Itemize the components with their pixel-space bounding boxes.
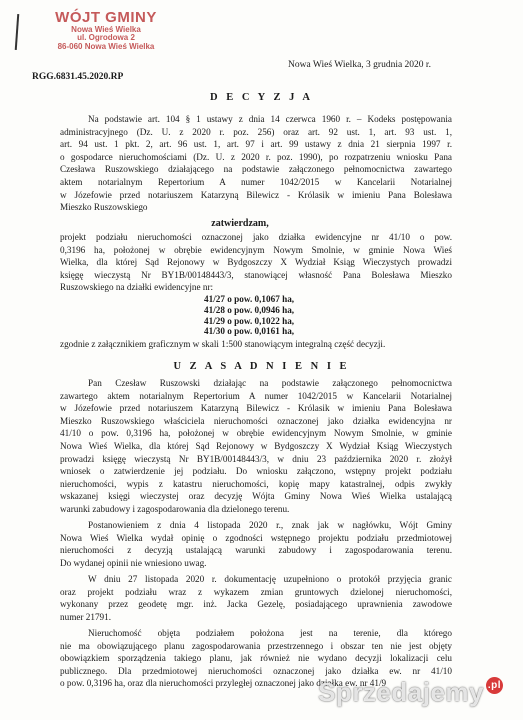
decision-body <box>60 231 452 294</box>
body-line: Wielka, dla której Sąd Rejonowy w Bydgoszczy X Wydział Ksiąg Wieczystych prowadzi <box>60 257 452 268</box>
para-line: o pow. 0,3196 ha, oraz dla nieruchomości przyległej oznaczonej jako działka ew. nr 41/9 <box>60 678 387 689</box>
stamp-line-3: ul. Ogrodowa 2 <box>77 33 135 43</box>
place-date: Nowa Wieś Wielka, 3 grudnia 2020 r. <box>288 60 431 70</box>
decision-title: D E C Y Z J A <box>210 92 313 103</box>
para-line: Nieruchomość objęta podziałem położona jest na terenie, dla którego <box>88 628 452 638</box>
para-line: Pan Czesław Ruszowski działając na podstawie załączonego pełnomocnictwa <box>88 378 452 388</box>
watermark-logo <box>318 677 503 708</box>
intro-line: o gospodarce nieruchomościami (Dz. U. z 2020 r. poz. 1990), po rozpatrzeniu wniosku Pana <box>60 151 452 162</box>
para-line: numer 21791. <box>60 611 112 622</box>
para-line: nieruchomości z decyzją ustalającą warunki zabudowy i zagospodarowania terenu. <box>60 545 452 556</box>
para-line: W dniu 27 listopada 2020 r. dokumentację uzupełniono o protokół przyjęcia granic <box>88 574 452 584</box>
justification-para-2 <box>60 519 452 569</box>
para-line: Postanowieniem z dnia 4 listopada 2020 r., znak jak w nagłówku, Wójt Gminy <box>88 520 452 530</box>
approve-word: zatwierdzam, <box>211 218 269 229</box>
para-line: wykonany przez geodetę mgr. inż. Jacka Gezelę, posiadającego uprawnienia zawodowe <box>60 599 452 610</box>
para-line: 41/10 o pow. 0,3196 ha, położonej w obrębie ewidencyjnym Nowym Smolnie, w gminie <box>60 428 452 439</box>
plot-line: 41/29 o pow. 0,1022 ha, <box>204 315 295 326</box>
para-line: wskazanej księgi wieczystej oraz decyzję Wójta Gminy Nowa Wieś Wielka ustalającą <box>60 491 452 502</box>
body-line: Ruszowskiego na działki ewidencyjne nr: <box>60 282 214 293</box>
intro-line: Czesława Ruszowskiego działającego na podstawie załączonego pełnomocnictwa zawartego <box>60 164 452 175</box>
office-stamp <box>46 10 166 51</box>
para-line: Nowa Wieś Wielka wydał opinię o zgodności wstępnego projektu podziału przedmiotowej <box>60 532 452 543</box>
para-line: oraz projekt podziału wraz z wykazem zmian gruntowych dzielonej nieruchomości, <box>60 586 452 597</box>
intro-line: Na podstawie art. 104 § 1 ustawy z dnia 14 czerwca 1960 r. – Kodeks postępowania <box>88 114 452 124</box>
stamp-line-2: Nowa Wieś Wielka <box>71 24 141 34</box>
body-line: księgę wieczystą Nr BY1B/00148443/3, stanowiącej własność Pana Bolesława Mieszko <box>60 269 452 280</box>
watermark-badge: .pl <box>486 677 503 694</box>
stamp-line-1: WÓJT GMINY <box>55 9 157 26</box>
stamp-line-4: 86-060 Nowa Wieś Wielka <box>57 41 155 51</box>
para-line: prowadzi księgę wieczystą Nr BY1B/00148443/3, w dniu 23 października 2020 r. złożył <box>60 453 452 464</box>
justification-para-1 <box>60 377 452 516</box>
justification-para-3 <box>60 573 452 623</box>
body-line: projekt podziału nieruchomości oznaczonej jako działka ewidencyjne nr 41/10 o pow. <box>60 232 452 242</box>
para-line: publicznego. Dla przedmiotowej nieruchomości oznaczonej jako działka ew. nr 41/10 <box>60 665 452 676</box>
intro-line: w Józefowie przed notariuszem Katarzyną Bilewicz - Królasik w imieniu Pana Bolesława <box>60 189 452 200</box>
para-line: warunki zabudowy i zagospodarowania dla dzielonego terenu. <box>60 503 290 514</box>
justification-title: U Z A S A D N I E N I E <box>173 361 350 372</box>
pen-mark <box>15 14 20 50</box>
decision-closing <box>60 338 452 351</box>
para-line: nie ma obowiązującego planu zagospodarowania przestrzennego i obszar ten nie jest objęty <box>60 640 452 651</box>
plot-list <box>204 294 294 337</box>
plot-line: 41/30 o pow. 0,0161 ha, <box>204 326 295 337</box>
intro-line: Mieszko Ruszowskiego <box>60 202 148 213</box>
watermark-text: Sprzedajemy <box>318 677 484 707</box>
plot-line: 41/27 o pow. 0,1067 ha, <box>204 294 295 304</box>
plot-line: 41/28 o pow. 0,0946 ha, <box>204 304 295 315</box>
intro-line: aktem notarialnym Repertorium A numer 1042/2015 w Kancelarii Notarialnej <box>60 176 452 187</box>
decision-intro <box>60 113 452 214</box>
para-line: obowiązkiem sporządzenia takiego planu, jak również nie wydano decyzji lokalizacji celu <box>60 653 452 664</box>
intro-line: administracyjnego (Dz. U. z 2020 r. poz. 256) oraz art. 92 ust. 1, art. 93 ust. 1, <box>60 126 452 137</box>
para-line: wniosek o zatwierdzenie jej podziału. Do wniosku załączono, wstępny projekt podziału <box>60 466 452 477</box>
para-line: Mieszko Ruszowskiego właściciela nieruchomości oznaczonej jako działka ewidencyjna nr <box>60 415 452 426</box>
para-line: w Józefowie przed notariuszem Katarzyną Bilewicz - Królasik w imieniu Pana Bolesława <box>60 403 452 414</box>
closing-line: zgodnie z załącznikiem graficznym w skali 1:500 stanowiącym integralną część decyzji. <box>60 339 386 349</box>
body-line: 0,3196 ha, położonej w obrębie ewidencyjnym Nowym Smolnie, w gminie Nowa Wieś <box>60 244 452 255</box>
para-line: Nowa Wieś Wielka, dla której Sąd Rejonowy w Bydgoszczy X Wydział Ksiąg Wieczystych <box>60 440 452 451</box>
para-line: nieruchomości, wypis z katastru nieruchomości, kopię mapy katastralnej, odpis zwykły <box>60 478 452 489</box>
reference-number: RGG.6831.45.2020.RP <box>32 72 124 82</box>
para-line: zawartego aktem notarialnym Repertorium A numer 1042/2015 w Kancelarii Notarialnej <box>60 390 452 401</box>
para-line: Do wydanej opinii nie wniesiono uwag. <box>60 557 207 568</box>
intro-line: art. 94 ust. 1 pkt. 2, art. 96 ust. 1, art. 97 i art. 99 ustawy z dnia 21 sierpnia 1997 r. <box>60 139 452 150</box>
